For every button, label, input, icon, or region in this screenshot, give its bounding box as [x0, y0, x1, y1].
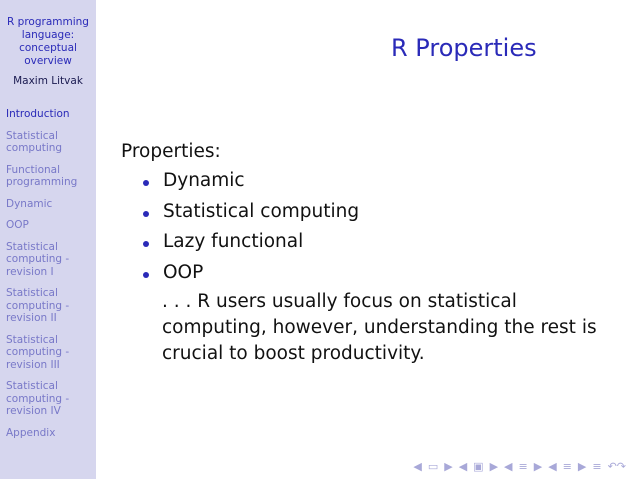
section-nav: [6, 108, 94, 448]
nav-item-revision-3[interactable]: [6, 334, 94, 372]
nav-label: OOP: [6, 219, 29, 231]
nav-label: computing -: [6, 392, 70, 405]
title-line: language:: [21, 29, 75, 41]
nav-section-icon[interactable]: ≡: [562, 460, 572, 473]
nav-label: Appendix: [6, 426, 56, 439]
nav-label: revision I: [6, 265, 54, 278]
nav-item-functional-programming[interactable]: [6, 164, 94, 189]
bullet-list: [121, 170, 359, 292]
nav-label: Statistical: [6, 240, 58, 253]
nav-prev-frame-icon[interactable]: ◀: [458, 460, 468, 473]
nav-item-revision-4[interactable]: [6, 380, 94, 418]
bullet-text: OOP: [163, 261, 204, 283]
bullet-icon: [143, 180, 149, 186]
bullet-item: [121, 201, 359, 232]
nav-item-revision-2[interactable]: [6, 287, 94, 325]
nav-item-statistical-computing[interactable]: [6, 130, 94, 155]
intro-text: Properties:: [121, 141, 221, 162]
bullet-text: Lazy functional: [163, 231, 304, 252]
bullet-icon: [143, 241, 149, 247]
nav-label: Statistical: [6, 287, 58, 299]
title-line: R programming: [7, 16, 89, 28]
nav-label: Dynamic: [6, 197, 53, 210]
nav-label: computing: [6, 142, 63, 154]
bullet-item: [121, 231, 359, 262]
nav-label: revision III: [6, 358, 60, 371]
nav-item-appendix[interactable]: [6, 427, 94, 440]
nav-item-dynamic[interactable]: [6, 198, 94, 211]
nav-label: programming: [6, 176, 78, 188]
nav-document-icon[interactable]: ≡: [592, 460, 602, 473]
bullet-icon: [143, 272, 149, 278]
nav-search-back-forward-icon[interactable]: ↶↷: [607, 460, 626, 473]
frame-title: R Properties: [391, 34, 537, 62]
author-name[interactable]: Maxim Litvak: [13, 75, 83, 87]
nav-label: computing -: [6, 346, 70, 358]
bullet-item: [121, 170, 359, 201]
nav-label: revision II: [6, 312, 57, 324]
bullet-text: Dynamic: [163, 170, 245, 191]
bullet-text: Statistical computing: [163, 200, 360, 222]
nav-subsection-icon[interactable]: ≡: [518, 460, 528, 473]
slide-content: [121, 141, 359, 292]
presentation-title[interactable]: [0, 16, 96, 68]
nav-slide-icon[interactable]: ▭: [427, 460, 439, 473]
nav-label: Statistical: [6, 129, 58, 142]
bullet-item: [121, 262, 359, 293]
nav-next-section-icon[interactable]: ▶: [577, 460, 587, 473]
bullet-icon: [143, 211, 149, 217]
nav-label: Statistical: [6, 333, 58, 346]
nav-label: Functional: [6, 163, 61, 176]
nav-label: computing -: [6, 299, 70, 312]
oop-paragraph: . . . R users usually focus on statistical computing, however, understanding the rest is crucial to boost productivity.: [162, 291, 597, 364]
nav-item-introduction[interactable]: [6, 108, 94, 121]
sidebar: [0, 0, 96, 479]
nav-prev-section-icon[interactable]: ◀: [548, 460, 557, 473]
nav-item-revision-1[interactable]: [6, 241, 94, 279]
beamer-navigation-bar: [413, 460, 626, 473]
nav-prev-subsection-icon[interactable]: ◀: [504, 460, 513, 473]
nav-label: revision IV: [6, 405, 61, 417]
title-line: overview: [24, 55, 72, 67]
nav-prev-slide-icon[interactable]: ◀: [413, 460, 422, 473]
nav-next-subsection-icon[interactable]: ▶: [533, 460, 543, 473]
nav-frame-icon[interactable]: ▣: [473, 460, 484, 473]
nav-item-oop[interactable]: [6, 219, 94, 232]
nav-label: Introduction: [6, 108, 70, 120]
title-line: conceptual: [19, 42, 77, 54]
nav-label: Statistical: [6, 380, 58, 392]
nav-label: computing -: [6, 253, 70, 265]
nav-next-frame-icon[interactable]: ▶: [489, 460, 499, 473]
nav-next-slide-icon[interactable]: ▶: [444, 460, 453, 473]
